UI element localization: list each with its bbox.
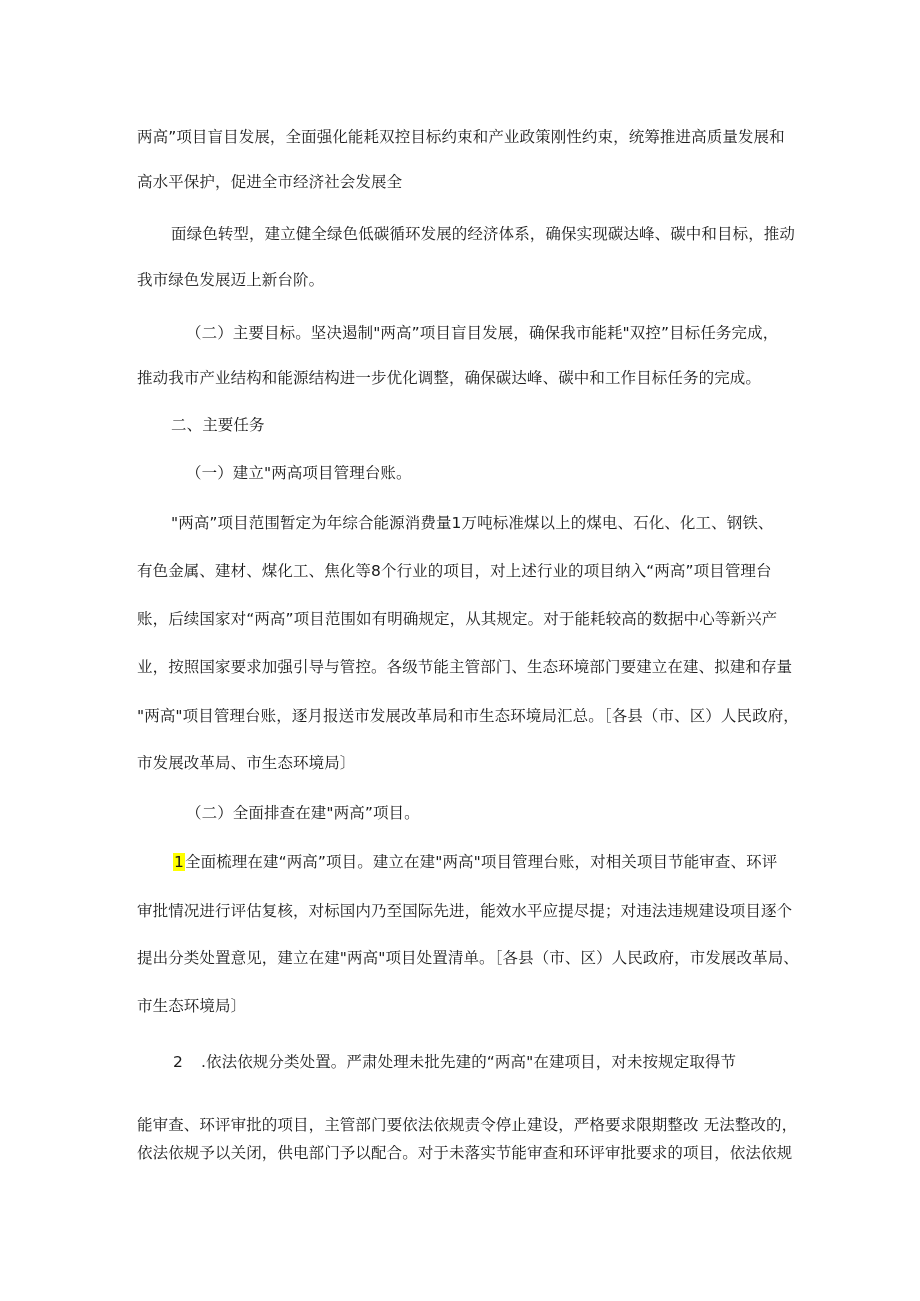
paragraph-line: 能审查、环评审批的项目，主管部门要依法依规责令停止建设，严格要求限期整改 无法整改的， [137,1116,798,1134]
paragraph-line: 有色金属、建材、煤化工、焦化等8个行业的项目，对上述行业的项目纳入“两高”项目管理台 [137,562,772,580]
paragraph-line: 我市绿色发展迈上新台阶。 [137,271,325,289]
paragraph-line: 依法依规予以关闭，供电部门予以配合。对于未落实节能审查和环评审批要求的项目，依法依规 [137,1144,793,1162]
paragraph-line: 推动我市产业结构和能源结构进一步优化调整，确保碳达峰、碳中和工作目标任务的完成。 [137,369,762,387]
list-item-text: 全面梳理在建“两高”项目。建立在建"两高"项目管理台账，对相关项目节能审查、环评 [184,853,778,871]
paragraph-line: "两高"项目管理台账，逐月报送市发展改革局和市生态环境局汇总。［各县（市、区）人民政府， [137,707,799,725]
section-heading: （一）建立"两高项目管理台账。 [186,464,412,482]
paragraph-line: "两高”项目范围暂定为年综合能源消费量1万吨标准煤以上的煤电、石化、化工、钢铁、 [171,514,774,532]
paragraph-line: 审批情况进行评估复核，对标国内乃至国际先进，能效水平应提尽提；对违法违规建设项目逐个 [137,902,793,920]
section-heading: （二）主要目标。坚决遏制"两高”项目盲目发展，确保我市能耗"双控”目标任务完成， [186,324,779,342]
paragraph-line: 业，按照国家要求加强引导与管控。各级节能主管部门、生态环境部门要建立在建、拟建和存量 [137,658,793,676]
section-heading: 二、主要任务 [171,416,265,434]
paragraph-line: 账，后续国家对“两高”项目范围如有明确规定，从其规定。对于能耗较高的数据中心等新兴产 [137,610,778,628]
paragraph-line: 两高”项目盲目发展，全面强化能耗双控目标约束和产业政策刚性约束，统筹推进高质量发展和 [137,128,785,146]
paragraph-line: 高水平保护，促进全市经济社会发展全 [137,173,403,191]
item-number-highlight: 1 [174,853,184,871]
list-item-2 [173,1052,736,1072]
section-heading: （二）全面排查在建"两高”项目。 [186,804,420,822]
paragraph-line: 提出分类处置意见，建立在建"两高"项目处置清单。［各县（市、区）人民政府，市发展改革局、 [137,949,799,967]
paragraph-line: 面绿色转型，建立健全绿色低碳循环发展的经济体系，确保实现碳达峰、碳中和目标，推动 [171,225,796,243]
paragraph-line: 市发展改革局、市生态环境局〕 [137,754,356,772]
list-item-text: .依法依规分类处置。严肃处理未批先建的“两高"在建项目，对未按规定取得节 [200,1053,737,1071]
item-number: 2 [173,1053,183,1071]
list-item-1 [173,852,777,872]
paragraph-line: 市生态环境局〕 [137,997,247,1015]
